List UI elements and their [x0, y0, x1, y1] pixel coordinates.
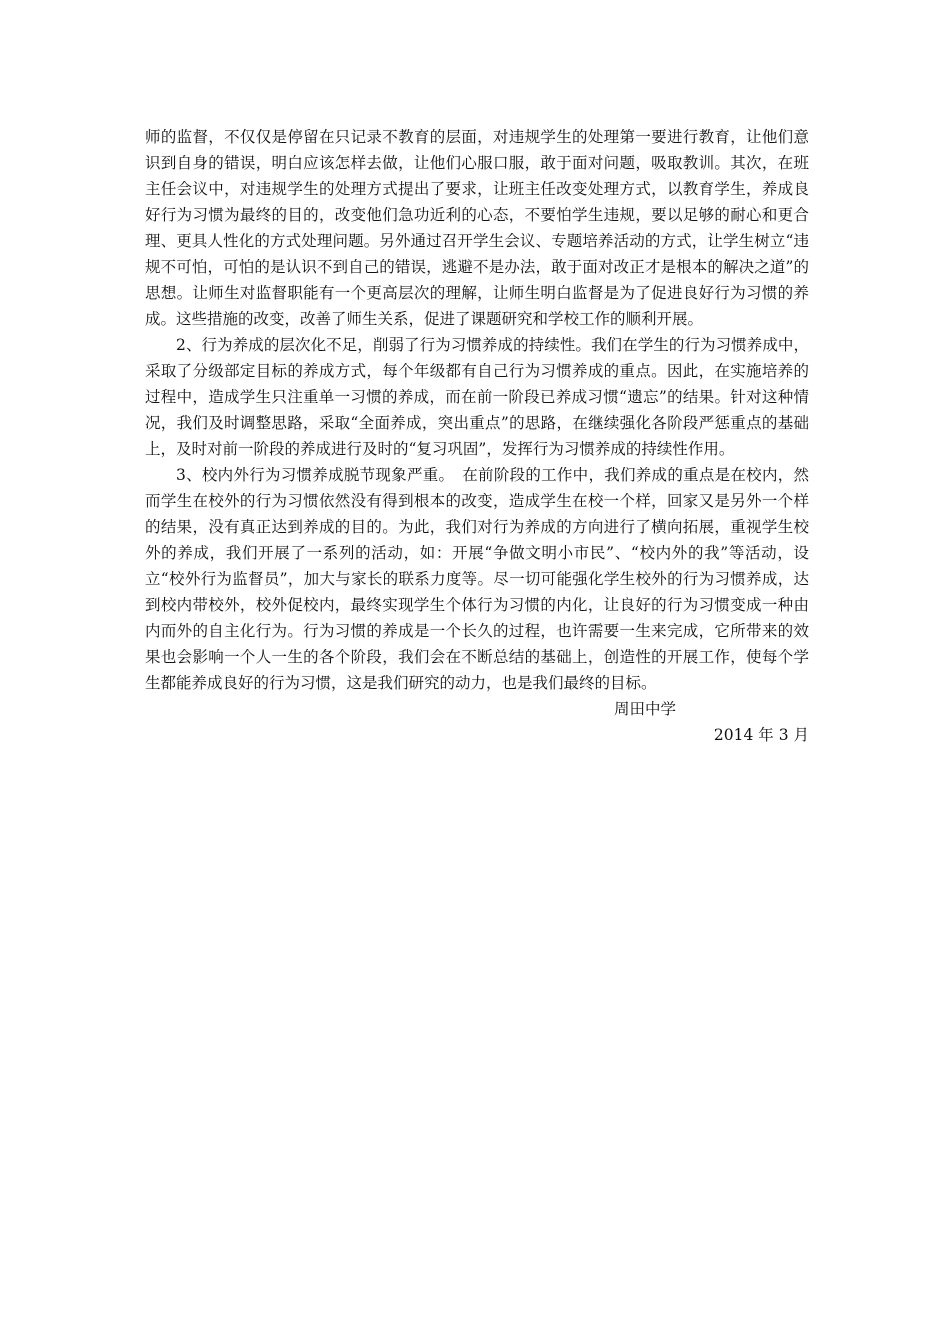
- signature-date: 2014 年 3 月: [713, 726, 809, 744]
- document-body: [145, 124, 809, 748]
- paragraph-point-3: 3、校内外行为习惯养成脱节现象严重。 在前阶段的工作中，我们养成的重点是在校内，然而学生在校外的行为习惯依然没有得到根本的改变，造成学生在校一个样，回家又是另外一个样的结果，没有真正达到养成的目的。为此，我们对行为养成的方向进行了横向拓展，重视学生校外的养成，我们开展了一系列的活动，如：开展“争做文明小市民”、“校内外的我”等活动，设立“校外行为监督员”，加大与家长的联系力度等。尽一切可能强化学生校外的行为习惯养成，达到校内带校外，校外促校内，最终实现学生个体行为习惯的内化，让良好的行为习惯变成一种由内而外的自主化行为。行为习惯的养成是一个长久的过程，也许需要一生来完成，它所带来的效果也会影响一个人一生的各个阶段，我们会在不断总结的基础上，创造性的开展工作，使每个学生都能养成良好的行为习惯，这是我们研究的动力，也是我们最终的目标。: [145, 466, 809, 692]
- signature-organization: 周田中学: [613, 700, 676, 718]
- paragraph-point-2: 2、行为养成的层次化不足，削弱了行为习惯养成的持续性。我们在学生的行为习惯养成中，采取了分级部定目标的养成方式，每个年级都有自己行为习惯养成的重点。因此，在实施培养的过程中，造成学生只注重单一习惯的养成，而在前一阶段已养成习惯“遗忘”的结果。针对这种情况，我们及时调整思路，采取“全面养成，突出重点”的思路，在继续强化各阶段严惩重点的基础上，及时对前一阶段的养成进行及时的“复习巩固”，发挥行为习惯养成的持续性作用。: [145, 336, 809, 458]
- paragraph-continued: 师的监督，不仅仅是停留在只记录不教育的层面，对违规学生的处理第一要进行教育，让他们意识到自身的错误，明白应该怎样去做，让他们心服口服，敢于面对问题，吸取教训。其次，在班主任会议中，对违规学生的处理方式提出了要求，让班主任改变处理方式，以教育学生，养成良好行为习惯为最终的目的，改变他们急功近利的心态，不要怕学生违规，要以足够的耐心和更合理、更具人性化的方式处理问题。另外通过召开学生会议、专题培养活动的方式，让学生树立“违规不可怕，可怕的是认识不到自己的错误，逃避不是办法，敢于面对改正才是根本的解决之道”的思想。让师生对监督职能有一个更高层次的理解，让师生明白监督是为了促进良好行为习惯的养成。这些措施的改变，改善了师生关系，促进了课题研究和学校工作的顺利开展。: [145, 128, 809, 328]
